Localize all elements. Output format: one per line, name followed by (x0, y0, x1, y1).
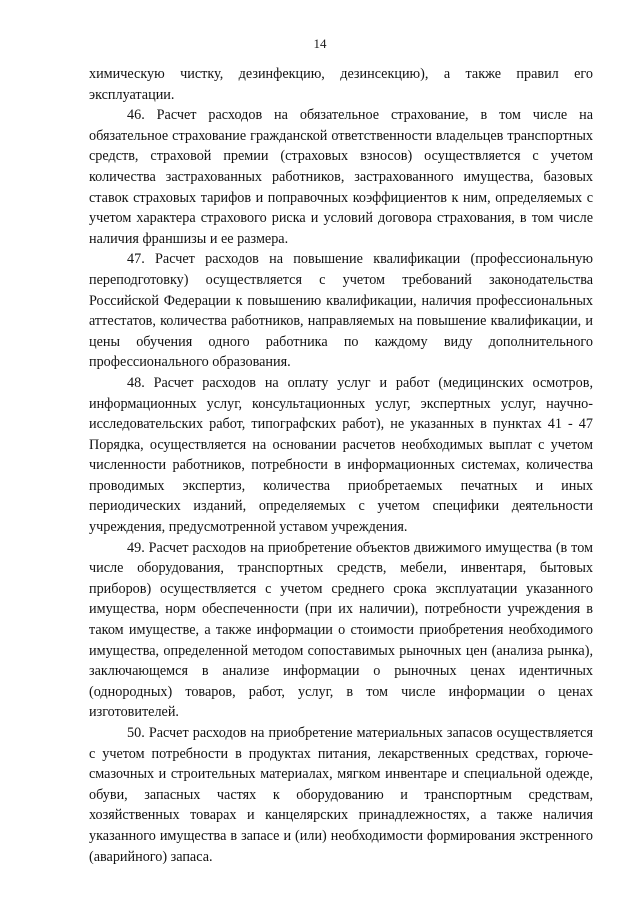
paragraph-item-48: 48. Расчет расходов на оплату услуг и работ (медицинских осмотров, информационных услуг, консультационных услуг, экспертных услуг, научно-исследовательских работ, типографских работ), не указанных в пунктах 41 - 47 Порядка, осуществляется на основании расчетов необходимых выплат с учетом численности работников, потребности в информационных системах, количества проводимых экспертиз, количества приобретаемых печатных и иных периодических изданий, определяемых с учетом специфики деятельности учреждения, предусмотренной уставом учреждения. (89, 374, 593, 536)
page-number: 14 (313, 36, 327, 51)
paragraph-item-46: 46. Расчет расходов на обязательное страхование, в том числе на обязательное страхование гражданской ответственности владельцев транспортных средств, страховой премии (страховых взносов) осуществляется с учетом количества застрахованных работников, застрахованного имущества, базовых ставок страховых тарифов и поправочных коэффициентов к ним, определяемых с учетом характера страхового риска и условий договора страхования, в том числе наличия франшизы и ее размера. (89, 107, 593, 247)
paragraph-item-49: 49. Расчет расходов на приобретение объектов движимого имущества (в том числе оборудования, транспортных средств, мебели, инвентаря, бытовых приборов) осуществляется с учетом среднего срока эксплуатации указанного имущества, норм обеспеченности (при их наличии), потребности учреждения в таком имуществе, а также информации о стоимости приобретения необходимого имущества, определенной методом сопоставимых рыночных цен (анализа рынка), заключающемся в анализе информации о рыночных ценах идентичных (однородных) товаров, работ, услуг, в том числе информации о ценах изготовителей. (89, 539, 593, 721)
paragraph-continuation: химическую чистку, дезинфекцию, дезинсекцию), а также правил его эксплуатации. (89, 66, 593, 103)
paragraph-item-47: 47. Расчет расходов на повышение квалификации (профессиональную переподготовку) осуществляется с учетом требований законодательства Российской Федерации к повышению квалификации, наличия профессиональных аттестатов, количества работников, направляемых на повышение квалификации, и цены обучения одного работника по каждому виду дополнительного профессионального образования. (89, 251, 593, 371)
document-body (89, 64, 593, 867)
paragraph-item-50: 50. Расчет расходов на приобретение материальных запасов осуществляется с учетом потребности в продуктах питания, лекарственных средствах, горюче-смазочных и строительных материалах, мягком инвентаре и специальной одежде, обуви, запасных частях к оборудованию и транспортным средствам, хозяйственных товарах и канцелярских принадлежностях, а также наличия указанного имущества в запасе и (или) необходимости формирования экстренного (аварийного) запаса. (89, 725, 593, 865)
